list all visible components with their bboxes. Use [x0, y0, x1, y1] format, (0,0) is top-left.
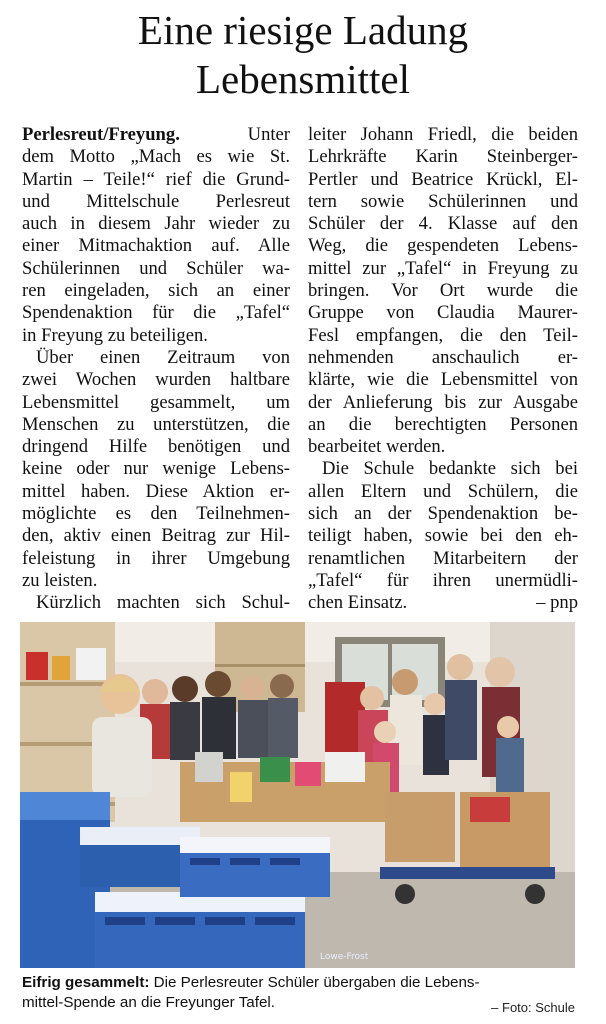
article-line: dem Motto „Mach es wie St.: [22, 146, 290, 168]
article-line: an die berechtigten Personen: [308, 413, 578, 435]
article-line: Lebensmittel gesammelt, um: [22, 391, 290, 413]
article-line: feleistung in ihrer Umgebung: [22, 547, 290, 569]
article-line: Pertler und Beatrice Krückl, El-: [308, 168, 578, 190]
article-line: den, aktiv einen Beitrag zur Hil-: [22, 525, 290, 547]
article-column-right: [308, 124, 578, 615]
article-line: Kürzlich machten sich Schul-: [36, 592, 290, 614]
article-text: Unter: [247, 124, 290, 145]
article-line: möglichte es den Teilnehmen-: [22, 503, 290, 525]
article-line: „Tafel“ für ihren unermüdli-: [308, 569, 578, 591]
article-line: renamtlichen Mitarbeitern der: [308, 547, 578, 569]
article-line: klärte, wie die Lebensmittel von: [308, 369, 578, 391]
article-line: [22, 124, 290, 146]
caption-text: Die Perlesreuter Schüler übergaben die Lebens-: [149, 974, 480, 991]
article-line: teiligt haben, sowie bei den eh-: [308, 525, 578, 547]
box-label: Lowe‑Frost: [320, 952, 369, 962]
caption-line-1: [22, 973, 582, 993]
author-signature: – pnp: [536, 592, 578, 614]
article-line: dringend Hilfe benötigen und: [22, 436, 290, 458]
article-line: in Freyung zu beteiligen.: [22, 324, 208, 346]
article-line: zu leisten.: [22, 569, 98, 591]
article-line: Martin – Teile!“ rief die Grund-: [22, 168, 290, 190]
article-line: Über einen Zeitraum von: [36, 346, 290, 368]
article-line: zwei Wochen wurden haltbare: [22, 369, 290, 391]
caption-line-2: mittel-Spende an die Freyunger Tafel.: [22, 994, 275, 1011]
article-line: keine oder nur wenige Lebens-: [22, 458, 290, 480]
article-text: chen Einsatz.: [308, 592, 408, 614]
article-line: leiter Johann Friedl, die beiden: [308, 124, 578, 145]
article-line: auch in diesem Jahr wieder zu: [22, 213, 290, 235]
article-line: ren eingeladen, sich an einer: [22, 280, 290, 302]
headline-line-1: Eine riesige Ladung: [137, 7, 469, 53]
article-line: nehmenden anschaulich er-: [308, 346, 578, 368]
article-line: Fesl empfangen, die den Teil-: [308, 324, 578, 346]
headline-line-2: Lebensmittel: [195, 56, 411, 102]
article-line: Lehrkräfte Karin Steinberger-: [308, 146, 578, 168]
article-line: allen Eltern und Schülern, die: [308, 480, 578, 502]
article-line: mittel zur „Tafel“ in Freyung zu: [308, 257, 578, 279]
article-line: Spendenaktion für die „Tafel“: [22, 302, 290, 324]
headline: [0, 6, 606, 104]
article-line: [308, 592, 578, 614]
article-line: einer Mitmachaktion auf. Alle: [22, 235, 290, 257]
article-line: der Anlieferung bis zur Ausgabe: [308, 391, 578, 413]
article-line: Die Schule bedankte sich bei: [322, 458, 578, 480]
article-line: mittel haben. Diese Aktion er-: [22, 480, 290, 502]
article-photo: [20, 622, 575, 968]
photo-illustration: [20, 622, 575, 968]
article-line: tern sowie Schülerinnen und: [308, 190, 578, 212]
article-line: Gruppe von Claudia Maurer-: [308, 302, 578, 324]
dateline: Perlesreut/Freyung.: [22, 124, 180, 145]
article-line: Weg, die gespendeten Lebens-: [308, 235, 578, 257]
article-line: sich an der Spendenaktion be-: [308, 503, 578, 525]
article-line: bringen. Vor Ort wurde die: [308, 280, 578, 302]
article-line: bearbeitet werden.: [308, 436, 446, 458]
article-line: und Mittelschule Perlesreut: [22, 190, 290, 212]
article-column-left: [22, 124, 290, 615]
article-line: Schüler der 4. Klasse auf den: [308, 213, 578, 235]
photo-credit: – Foto: Schule: [491, 1000, 575, 1015]
article-line: Schülerinnen und Schüler wa-: [22, 257, 290, 279]
article-line: Menschen zu unterstützen, die: [22, 413, 290, 435]
caption-lead: Eifrig gesammelt:: [22, 974, 150, 991]
